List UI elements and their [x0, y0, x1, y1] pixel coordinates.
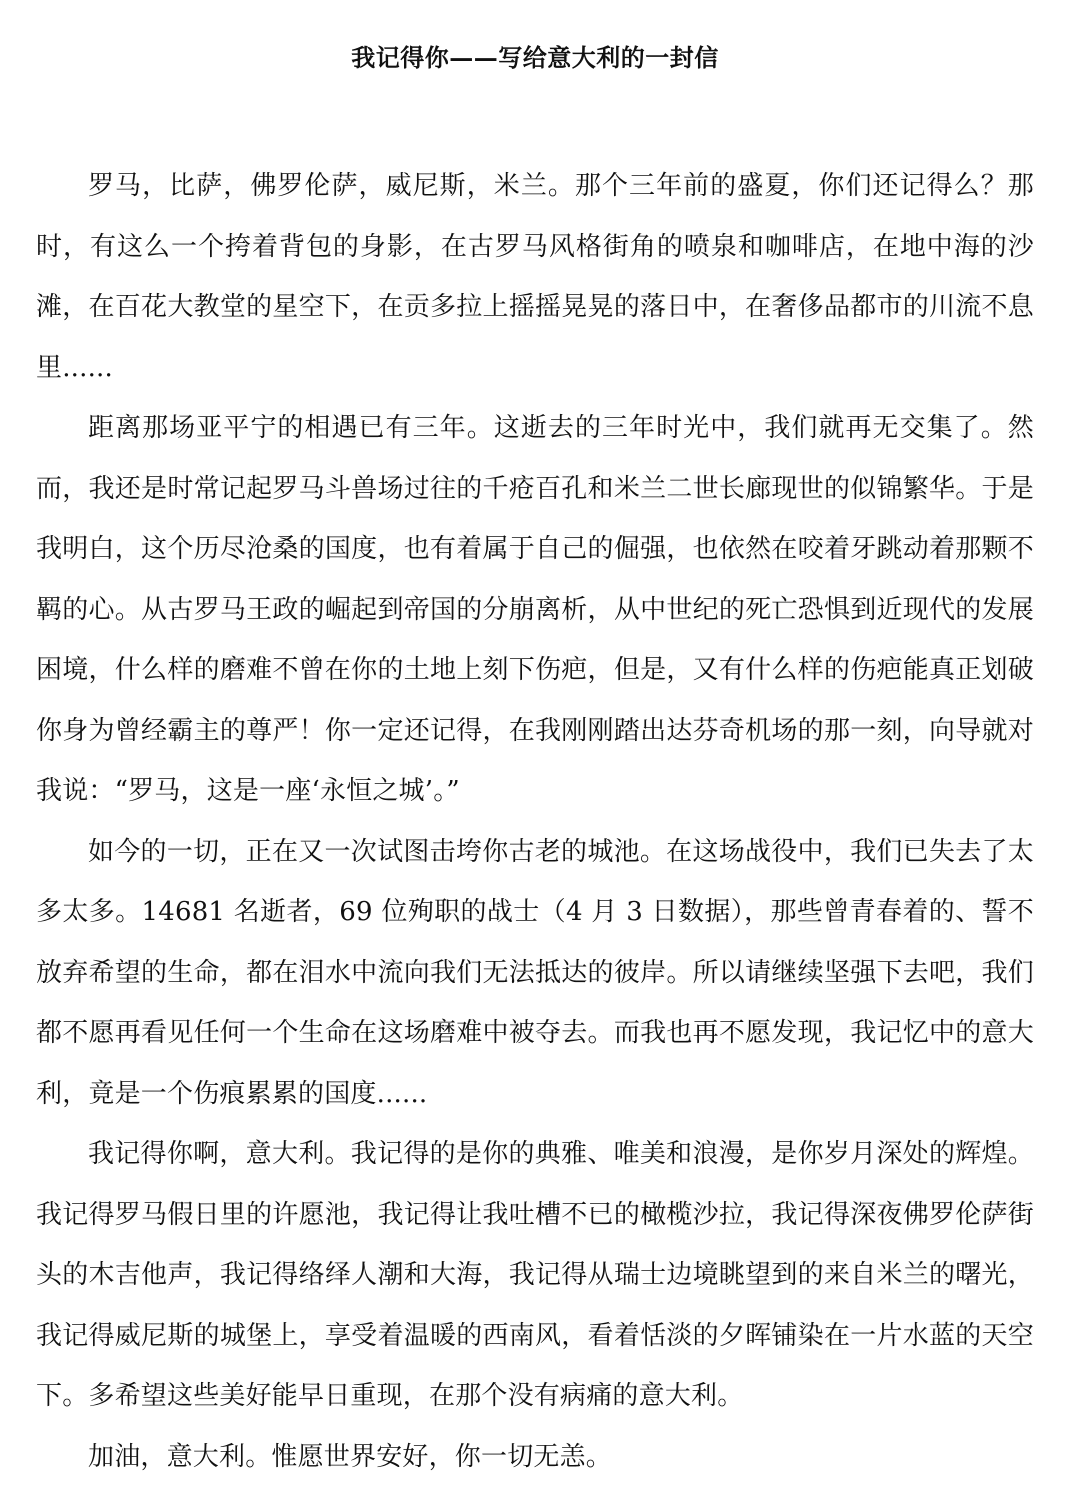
- letter-body: [36, 156, 1034, 1487]
- letter-title: 我记得你——写给意大利的一封信: [36, 36, 1034, 80]
- paragraph-1: 罗马，比萨，佛罗伦萨，威尼斯，米兰。那个三年前的盛夏，你们还记得么？那时，有这么一个挎着背包的身影，在古罗马风格街角的喷泉和咖啡店，在地中海的沙滩，在百花大教堂的星空下，在贡多拉上摇摇晃晃的落日中，在奢侈品都市的川流不息里......: [36, 156, 1034, 398]
- paragraph-2: 距离那场亚平宁的相遇已有三年。这逝去的三年时光中，我们就再无交集了。然而，我还是时常记起罗马斗兽场过往的千疮百孔和米兰二世长廊现世的似锦繁华。于是我明白，这个历尽沧桑的国度，也有着属于自己的倔强，也依然在咬着牙跳动着那颗不羁的心。从古罗马王政的崛起到帝国的分崩离析，从中世纪的死亡恐惧到近现代的发展困境，什么样的磨难不曾在你的土地上刻下伤疤，但是，又有什么样的伤疤能真正划破你身为曾经霸主的尊严！你一定还记得，在我刚刚踏出达芬奇机场的那一刻，向导就对我说：“罗马，这是一座‘永恒之城’。”: [36, 398, 1034, 822]
- paragraph-4: 我记得你啊，意大利。我记得的是你的典雅、唯美和浪漫，是你岁月深处的辉煌。我记得罗马假日里的许愿池，我记得让我吐槽不已的橄榄沙拉，我记得深夜佛罗伦萨街头的木吉他声，我记得络绎人潮和大海，我记得从瑞士边境眺望到的来自米兰的曙光，我记得威尼斯的城堡上，享受着温暖的西南风，看着恬淡的夕晖铺染在一片水蓝的天空下。多希望这些美好能早日重现，在那个没有病痛的意大利。: [36, 1124, 1034, 1427]
- paragraph-3: 如今的一切，正在又一次试图击垮你古老的城池。在这场战役中，我们已失去了太多太多。14681 名逝者，69 位殉职的战士（4 月 3 日数据），那些曾青春着的、誓不放弃希望的生命，都在泪水中流向我们无法抵达的彼岸。所以请继续坚强下去吧，我们都不愿再看见任何一个生命在这场磨难中被夺去。而我也再不愿发现，我记忆中的意大利，竟是一个伤痕累累的国度......: [36, 822, 1034, 1125]
- paragraph-5: 加油，意大利。惟愿世界安好，你一切无恙。: [36, 1427, 1034, 1487]
